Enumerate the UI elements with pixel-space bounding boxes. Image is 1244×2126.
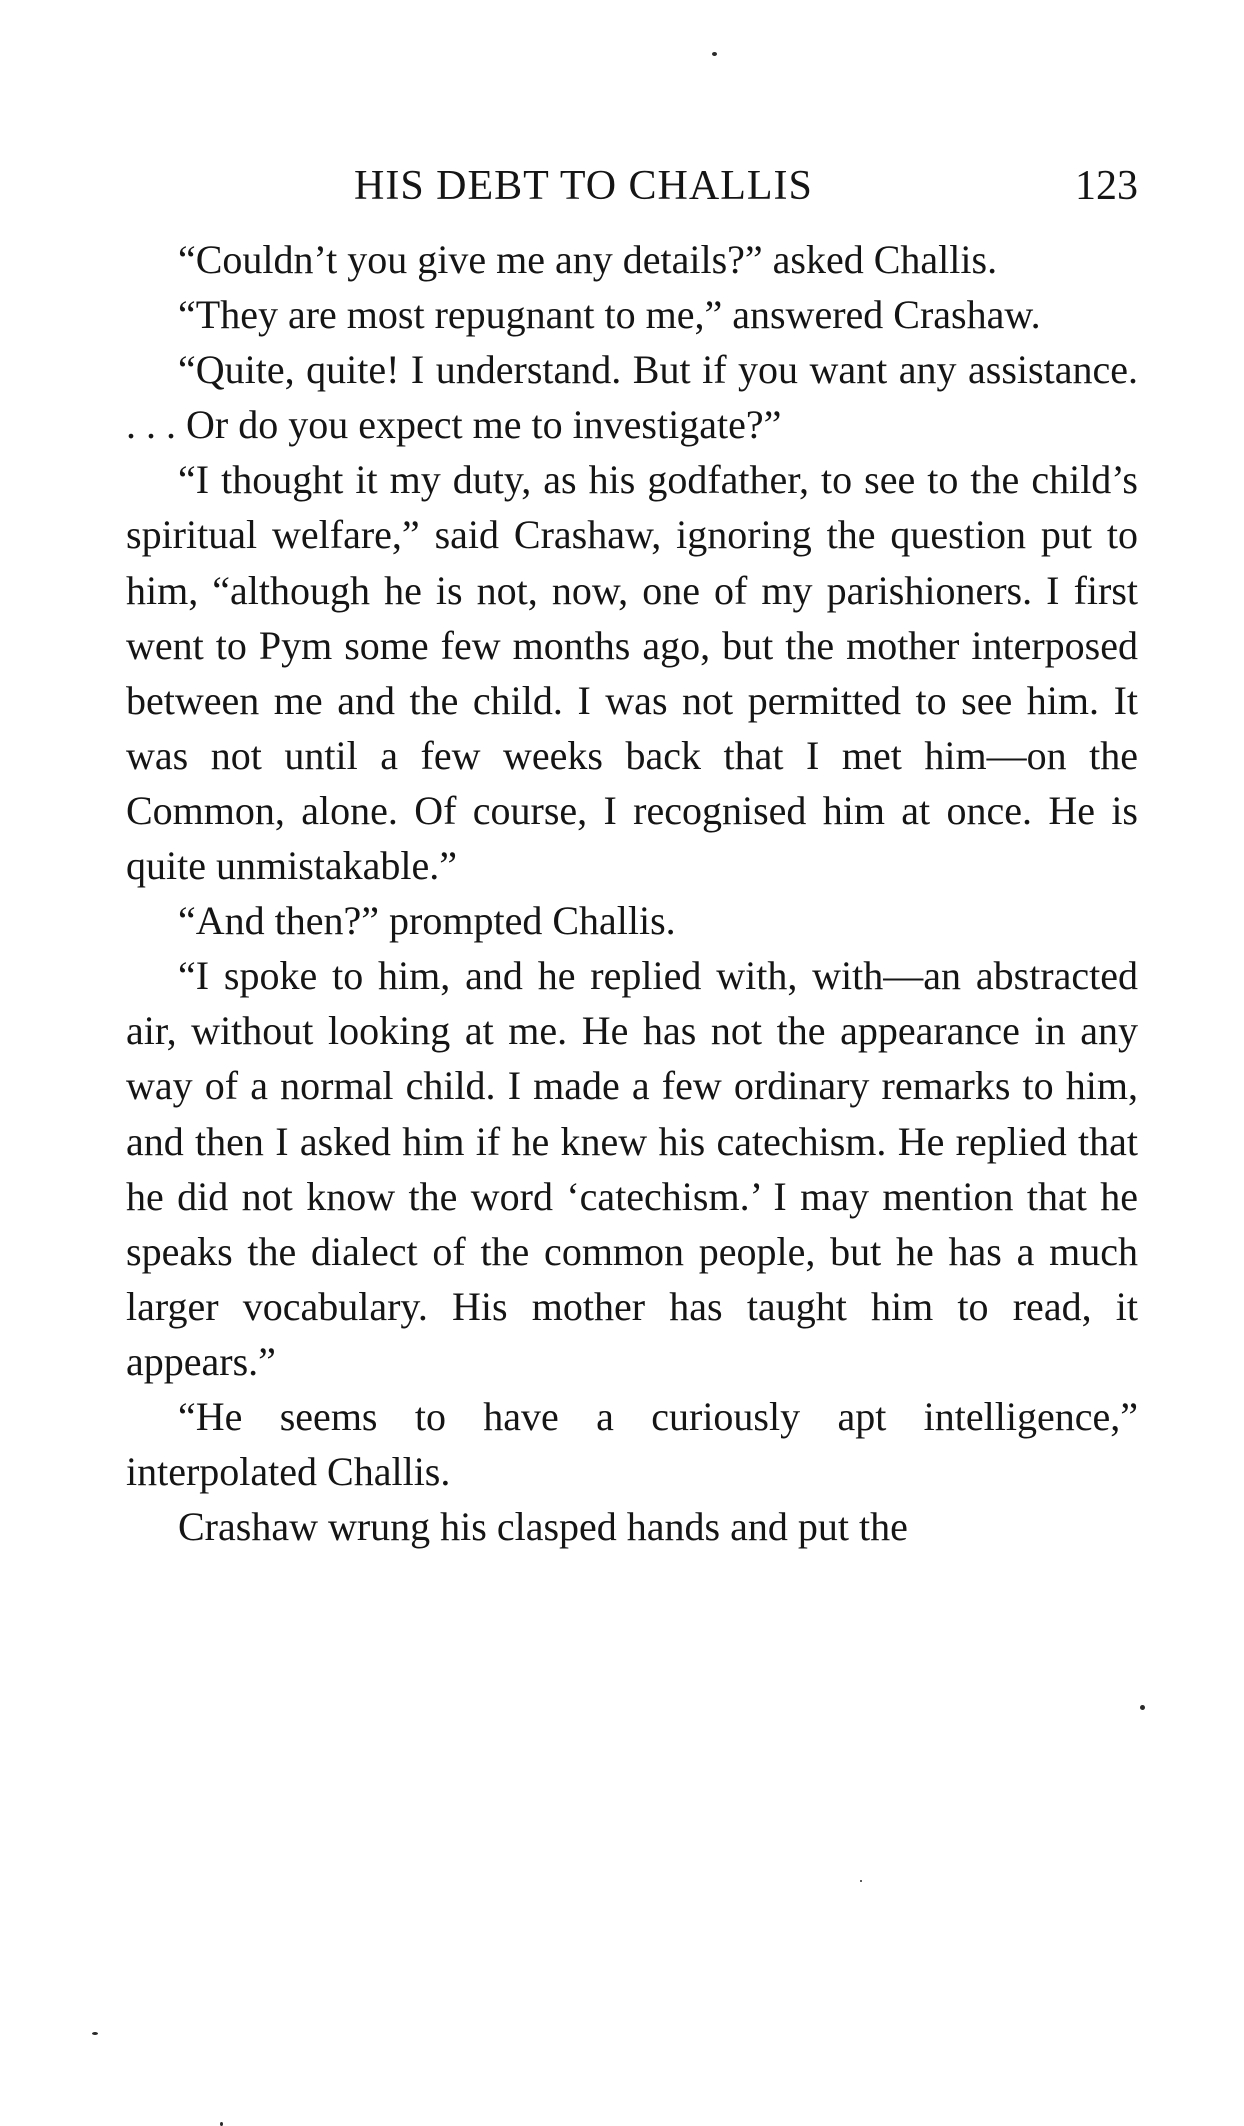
paragraph: “Quite, quite! I understand. But if you want any assistance. . . . Or do you expect me to investigate?” (126, 347, 1138, 448)
scan-speck (92, 2032, 98, 2035)
page-header (126, 158, 1138, 214)
paragraph: “Couldn’t you give me any details?” asked Challis. (178, 237, 998, 282)
running-title: HIS DEBT TO CHALLIS (354, 163, 813, 209)
paragraph: “And then?” prompted Challis. (178, 898, 676, 944)
scan-speck (220, 2122, 223, 2126)
scan-speck (712, 52, 717, 56)
body-text (126, 232, 1138, 1554)
paragraph: “I spoke to him, and he replied with, with—an abstracted air, without looking at me. He has not the appearance in any way of a normal child. I made a few ordinary remarks to him, and then I asked him if he knew his catechism. He replied that he did not know the word ‘catechism.’ I may mention that he speaks the dialect of the common people, but he has a much larger vocabulary. His mother has taught him to read, it appears.” (126, 953, 1138, 1384)
paragraph: “I thought it my duty, as his godfather, to see to the child’s spiritual welfare,” said Crashaw, ignoring the question put to him, “although he is not, now, one of my parishioners. I first went to Pym some few months ago, but the mother interposed between me and the child. I was not permitted to see him. It was not until a few weeks back that I met him—on the Common, alone. Of course, I recognised him at once. He is quite unmistakable.” (126, 457, 1138, 889)
paragraph: “They are most repugnant to me,” answered Crashaw. (178, 292, 1041, 338)
scan-speck (860, 1880, 862, 1882)
page-number: 123 (1075, 163, 1138, 209)
paragraph: Crashaw wrung his clasped hands and put the (178, 1504, 908, 1550)
paragraph: “He seems to have a curiously apt intelligence,” interpolated Challis. (126, 1393, 1138, 1495)
scan-speck (1140, 1705, 1145, 1710)
